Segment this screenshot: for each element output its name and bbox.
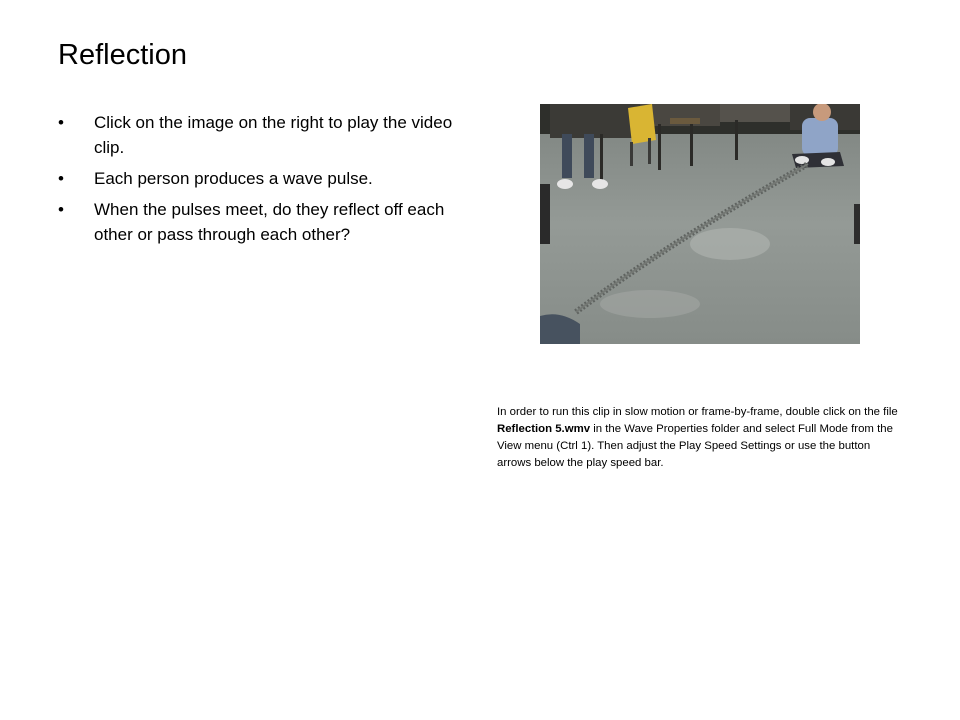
bullet-dot: •: [58, 113, 64, 132]
bullet-text: Each person produces a wave pulse.: [94, 169, 373, 188]
bullet-text: Click on the image on the right to play the video clip.: [94, 113, 453, 157]
bullet-list: [58, 110, 468, 253]
slide-title: Reflection: [58, 39, 187, 71]
video-clip-icon: [540, 104, 860, 344]
bullet-dot: •: [58, 169, 64, 188]
instruction-note: [497, 404, 902, 472]
bullet-item: [58, 110, 468, 160]
bullet-item: [58, 166, 468, 191]
bullet-dot: •: [58, 200, 64, 219]
note-filename: Reflection 5.wmv: [497, 423, 591, 435]
note-text: in the Wave Properties folder and select Full Mode from the View menu (Ctrl 1). Then adjust the Play Speed Settings or use the button arrows below the play speed bar.: [497, 423, 893, 469]
bullet-item: [58, 197, 468, 247]
video-clip-thumbnail[interactable]: [540, 104, 860, 344]
note-text: In order to run this clip in slow motion or frame-by-frame, double click on the file: [497, 406, 898, 418]
bullet-text: When the pulses meet, do they reflect off each other or pass through each other?: [94, 200, 445, 244]
